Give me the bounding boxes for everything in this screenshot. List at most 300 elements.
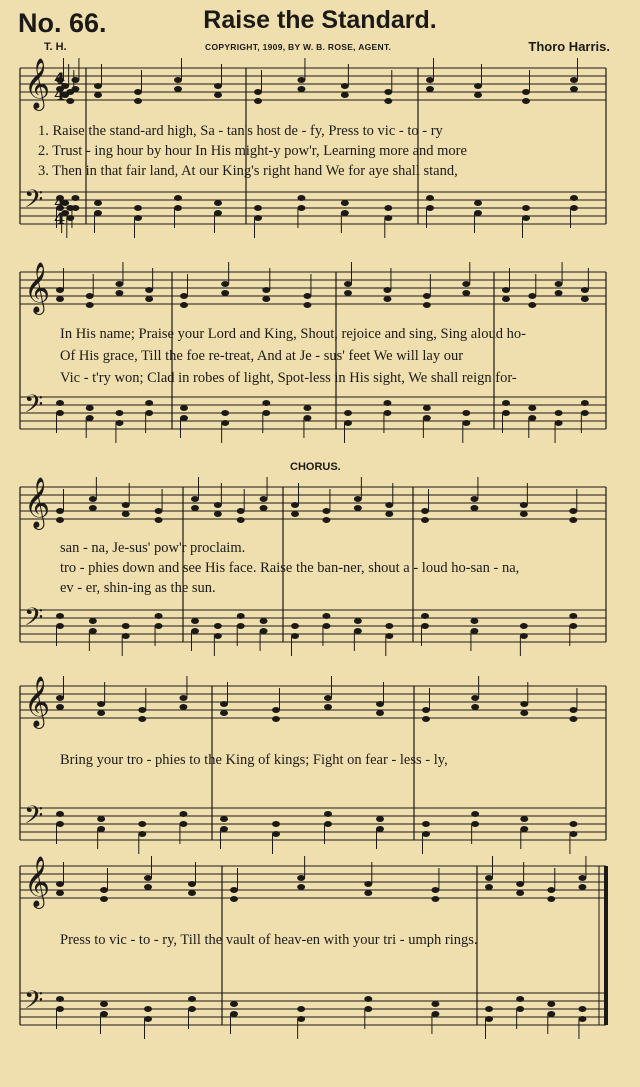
lyric-line-s3-v3: ev - er, shin-ing as the sun.	[60, 580, 216, 596]
note-head	[324, 821, 332, 827]
note-head	[291, 502, 299, 508]
bass-clef-icon: 𝄢	[24, 185, 44, 220]
note-head	[260, 628, 268, 634]
note-head	[376, 816, 384, 822]
treble-clef-icon: 𝄞	[24, 477, 51, 528]
note-head	[485, 875, 493, 881]
note-head	[144, 884, 152, 890]
note-head	[322, 623, 330, 629]
note-head	[462, 420, 470, 426]
note-head	[291, 623, 299, 629]
note-head	[520, 826, 528, 832]
note-head	[569, 613, 577, 619]
note-head	[385, 623, 393, 629]
note-head	[471, 704, 479, 710]
note-head	[364, 890, 372, 896]
note-head	[94, 200, 102, 206]
note-head	[297, 1006, 305, 1012]
note-head	[384, 215, 392, 221]
note-head	[260, 618, 268, 624]
note-head	[262, 296, 270, 302]
note-head	[138, 821, 146, 827]
note-head	[485, 1006, 493, 1012]
note-head	[547, 887, 555, 893]
note-head	[385, 633, 393, 639]
note-head	[520, 701, 528, 707]
note-head	[56, 1006, 64, 1012]
note-head	[431, 896, 439, 902]
note-head	[272, 716, 280, 722]
note-head	[191, 618, 199, 624]
note-head	[547, 1001, 555, 1007]
note-head	[237, 623, 245, 629]
note-head	[56, 704, 64, 710]
note-head	[97, 701, 105, 707]
lyric-line-s1-v2: 2. Trust - ing hour by hour In His might-y pow'r, Learning more and more	[38, 143, 467, 159]
note-head	[122, 633, 130, 639]
hymn-title: Raise the Standard.	[203, 6, 437, 34]
note-head	[470, 505, 478, 511]
note-head	[376, 701, 384, 707]
note-head	[86, 302, 94, 308]
note-head	[188, 996, 196, 1002]
note-head	[297, 205, 305, 211]
lyric-line-s1-v3: 3. Then in that fair land, At our King's right hand We for aye shall stand,	[38, 163, 458, 179]
lyric-line-s3-v2: tro - phies down and see His face. Raise the ban-ner, shout a - loud ho-san - na,	[60, 560, 520, 576]
treble-clef-icon: 𝄞	[24, 262, 51, 313]
note-head	[220, 826, 228, 832]
note-head	[344, 290, 352, 296]
note-head	[94, 92, 102, 98]
note-head	[426, 86, 434, 92]
note-head	[134, 215, 142, 221]
note-head	[383, 296, 391, 302]
note-head	[71, 86, 79, 92]
note-head	[138, 707, 146, 713]
note-head	[569, 831, 577, 837]
note-head	[71, 195, 79, 201]
note-head	[214, 502, 222, 508]
time-signature: 4	[54, 193, 66, 212]
note-head	[341, 83, 349, 89]
note-head	[426, 77, 434, 83]
note-head	[474, 210, 482, 216]
lyric-line-s5: Press to vic - to - ry, Till the vault of heav-en with your tri - umph rings.	[60, 932, 478, 948]
note-head	[214, 83, 222, 89]
note-head	[297, 77, 305, 83]
note-head	[570, 77, 578, 83]
note-head	[578, 1016, 586, 1022]
note-head	[188, 1006, 196, 1012]
note-head	[188, 890, 196, 896]
note-head	[155, 623, 163, 629]
note-head	[422, 821, 430, 827]
note-head	[214, 623, 222, 629]
note-head	[115, 410, 123, 416]
bass-clef-icon: 𝄢	[24, 986, 44, 1021]
note-head	[502, 410, 510, 416]
note-head	[220, 816, 228, 822]
note-head	[581, 296, 589, 302]
note-head	[86, 293, 94, 299]
note-head	[570, 205, 578, 211]
note-head	[56, 695, 64, 701]
note-head	[471, 811, 479, 817]
treble-clef-icon: 𝄞	[24, 676, 51, 727]
note-head	[122, 623, 130, 629]
note-head	[260, 496, 268, 502]
note-head	[297, 195, 305, 201]
note-head	[56, 287, 64, 293]
note-head	[56, 623, 64, 629]
note-head	[122, 511, 130, 517]
note-head	[272, 831, 280, 837]
note-head	[522, 98, 530, 104]
note-head	[155, 508, 163, 514]
note-head	[324, 704, 332, 710]
note-head	[474, 200, 482, 206]
note-head	[100, 887, 108, 893]
note-head	[145, 410, 153, 416]
note-head	[56, 811, 64, 817]
note-head	[385, 502, 393, 508]
note-head	[421, 623, 429, 629]
note-head	[423, 302, 431, 308]
note-head	[230, 1011, 238, 1017]
note-head	[115, 420, 123, 426]
note-head	[322, 517, 330, 523]
note-head	[214, 210, 222, 216]
note-head	[66, 215, 74, 221]
note-head	[214, 511, 222, 517]
time-signature: 4	[54, 69, 66, 88]
note-head	[423, 405, 431, 411]
note-head	[581, 287, 589, 293]
note-head	[581, 410, 589, 416]
note-head	[422, 716, 430, 722]
note-head	[364, 881, 372, 887]
note-head	[516, 881, 524, 887]
note-head	[341, 92, 349, 98]
note-head	[354, 496, 362, 502]
note-head	[354, 628, 362, 634]
note-head	[138, 831, 146, 837]
bass-clef-icon: 𝄢	[24, 390, 44, 425]
note-head	[462, 281, 470, 287]
note-head	[94, 210, 102, 216]
note-head	[297, 884, 305, 890]
note-head	[122, 502, 130, 508]
note-head	[100, 896, 108, 902]
note-head	[324, 695, 332, 701]
note-head	[471, 695, 479, 701]
note-head	[570, 86, 578, 92]
note-head	[376, 710, 384, 716]
note-head	[134, 205, 142, 211]
note-head	[354, 618, 362, 624]
note-head	[221, 420, 229, 426]
note-head	[155, 613, 163, 619]
note-head	[134, 89, 142, 95]
note-head	[155, 517, 163, 523]
lyric-line-s4: Bring your tro - phies to the King of kings; Fight on fear - less - ly,	[60, 752, 448, 768]
note-head	[470, 628, 478, 634]
note-head	[291, 511, 299, 517]
note-head	[383, 287, 391, 293]
bass-clef-icon: 𝄢	[24, 801, 44, 836]
note-head	[180, 405, 188, 411]
note-head	[97, 816, 105, 822]
note-head	[100, 1011, 108, 1017]
note-head	[422, 831, 430, 837]
note-head	[230, 1001, 238, 1007]
note-head	[384, 98, 392, 104]
note-head	[322, 613, 330, 619]
lyric-line-s2-v1: In His name; Praise your Lord and King, Shout, rejoice and sing, Sing aloud ho-	[60, 326, 526, 342]
note-head	[364, 1006, 372, 1012]
treble-clef-icon: 𝄞	[24, 58, 51, 109]
note-head	[262, 400, 270, 406]
note-head	[174, 195, 182, 201]
note-head	[421, 508, 429, 514]
note-head	[214, 633, 222, 639]
note-head	[56, 996, 64, 1002]
note-head	[303, 405, 311, 411]
copyright-notice: COPYRIGHT, 1909, BY W. B. ROSE, AGENT.	[205, 42, 392, 52]
note-head	[272, 707, 280, 713]
note-head	[115, 281, 123, 287]
note-head	[291, 633, 299, 639]
note-head	[179, 695, 187, 701]
note-head	[364, 996, 372, 1002]
note-head	[89, 618, 97, 624]
note-head	[179, 704, 187, 710]
note-head	[191, 505, 199, 511]
note-head	[522, 215, 530, 221]
note-head	[470, 496, 478, 502]
note-head	[423, 293, 431, 299]
note-head	[376, 826, 384, 832]
note-head	[421, 613, 429, 619]
note-head	[230, 896, 238, 902]
note-head	[578, 875, 586, 881]
note-head	[520, 623, 528, 629]
note-head	[237, 613, 245, 619]
treble-clef-icon: 𝄞	[24, 856, 51, 907]
note-head	[89, 496, 97, 502]
note-head	[86, 405, 94, 411]
note-head	[528, 415, 536, 421]
note-head	[569, 716, 577, 722]
note-head	[570, 195, 578, 201]
note-head	[344, 410, 352, 416]
note-head	[174, 205, 182, 211]
note-head	[230, 887, 238, 893]
note-head	[144, 875, 152, 881]
note-head	[520, 710, 528, 716]
note-head	[71, 205, 79, 211]
note-head	[520, 816, 528, 822]
note-head	[462, 410, 470, 416]
note-head	[502, 296, 510, 302]
note-head	[569, 707, 577, 713]
composer-credit: Thoro Harris.	[528, 39, 610, 54]
note-head	[254, 215, 262, 221]
note-head	[179, 821, 187, 827]
note-head	[520, 633, 528, 639]
note-head	[421, 517, 429, 523]
note-head	[471, 821, 479, 827]
note-head	[138, 716, 146, 722]
note-head	[221, 281, 229, 287]
note-head	[555, 290, 563, 296]
note-head	[56, 821, 64, 827]
note-head	[520, 502, 528, 508]
note-head	[260, 505, 268, 511]
note-head	[180, 415, 188, 421]
note-head	[100, 1001, 108, 1007]
note-head	[56, 508, 64, 514]
note-head	[578, 1006, 586, 1012]
note-head	[423, 415, 431, 421]
note-head	[56, 890, 64, 896]
note-head	[297, 86, 305, 92]
note-head	[383, 410, 391, 416]
note-head	[220, 710, 228, 716]
note-head	[180, 302, 188, 308]
note-head	[221, 410, 229, 416]
note-head	[254, 98, 262, 104]
note-head	[470, 618, 478, 624]
note-head	[297, 875, 305, 881]
note-head	[354, 505, 362, 511]
lyric-line-s3-v1: san - na, Je-sus' pow'r proclaim.	[60, 540, 246, 556]
note-head	[56, 296, 64, 302]
note-head	[528, 405, 536, 411]
note-head	[214, 200, 222, 206]
note-head	[115, 290, 123, 296]
lyric-line-s1-v1: 1. Raise the stand-ard high, Sa - tan's host de - fy, Press to vic - to - ry	[38, 123, 443, 139]
note-head	[145, 296, 153, 302]
note-head	[569, 623, 577, 629]
note-head	[474, 83, 482, 89]
note-head	[547, 896, 555, 902]
note-head	[324, 811, 332, 817]
note-head	[426, 205, 434, 211]
note-head	[555, 281, 563, 287]
note-head	[422, 707, 430, 713]
bass-clef-icon: 𝄢	[24, 603, 44, 638]
note-head	[97, 826, 105, 832]
note-head	[297, 1016, 305, 1022]
note-head	[214, 92, 222, 98]
note-head	[502, 400, 510, 406]
note-head	[134, 98, 142, 104]
note-head	[569, 508, 577, 514]
note-head	[89, 505, 97, 511]
note-head	[516, 996, 524, 1002]
note-head	[303, 302, 311, 308]
note-head	[56, 613, 64, 619]
note-head	[581, 400, 589, 406]
note-head	[254, 89, 262, 95]
note-head	[262, 287, 270, 293]
note-head	[272, 821, 280, 827]
note-head	[555, 420, 563, 426]
note-head	[220, 701, 228, 707]
note-head	[144, 1006, 152, 1012]
note-head	[71, 77, 79, 83]
note-head	[174, 86, 182, 92]
note-head	[180, 293, 188, 299]
note-head	[520, 511, 528, 517]
note-head	[56, 400, 64, 406]
note-head	[221, 290, 229, 296]
note-head	[303, 415, 311, 421]
note-head	[569, 517, 577, 523]
note-head	[344, 281, 352, 287]
note-head	[547, 1011, 555, 1017]
note-head	[97, 710, 105, 716]
note-head	[474, 92, 482, 98]
note-head	[145, 400, 153, 406]
note-head	[322, 508, 330, 514]
note-head	[179, 811, 187, 817]
note-head	[528, 302, 536, 308]
note-head	[384, 205, 392, 211]
note-head	[86, 415, 94, 421]
note-head	[431, 1001, 439, 1007]
note-head	[426, 195, 434, 201]
note-head	[522, 89, 530, 95]
note-head	[303, 293, 311, 299]
lyricist-credit: T. H.	[44, 41, 67, 53]
note-head	[56, 410, 64, 416]
note-head	[94, 83, 102, 89]
note-head	[254, 205, 262, 211]
note-head	[174, 77, 182, 83]
note-head	[516, 1006, 524, 1012]
note-head	[89, 628, 97, 634]
note-head	[555, 410, 563, 416]
note-head	[383, 400, 391, 406]
note-head	[145, 287, 153, 293]
note-head	[144, 1016, 152, 1022]
note-head	[485, 884, 493, 890]
note-head	[569, 821, 577, 827]
hymn-number: No. 66.	[18, 8, 107, 38]
note-head	[385, 511, 393, 517]
note-head	[191, 496, 199, 502]
note-head	[516, 890, 524, 896]
note-head	[188, 881, 196, 887]
note-head	[528, 293, 536, 299]
note-head	[262, 410, 270, 416]
note-head	[485, 1016, 493, 1022]
note-head	[191, 628, 199, 634]
note-head	[431, 887, 439, 893]
note-head	[237, 508, 245, 514]
note-head	[56, 881, 64, 887]
time-signature: 4	[54, 85, 66, 104]
lyric-line-s2-v2: Of His grace, Till the foe re-treat, And at Je - sus' feet We will lay our	[60, 348, 464, 364]
note-head	[66, 98, 74, 104]
note-head	[522, 205, 530, 211]
note-head	[56, 517, 64, 523]
lyric-line-s2-v3: Vic - t'ry won; Clad in robes of light, Spot-less in His sight, We shall reign for-	[60, 370, 517, 386]
note-head	[578, 884, 586, 890]
note-head	[341, 210, 349, 216]
